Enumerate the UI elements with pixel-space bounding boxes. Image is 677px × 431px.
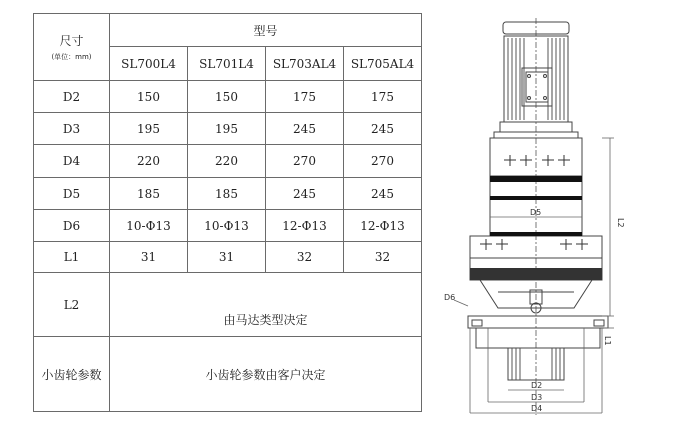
cell: 150 bbox=[110, 81, 188, 113]
cell: 195 bbox=[188, 113, 266, 145]
gear-band-1 bbox=[490, 176, 582, 182]
cell: 32 bbox=[344, 242, 422, 273]
lower-housing-band bbox=[470, 268, 602, 280]
row-label: L2 bbox=[34, 273, 110, 337]
cell: 31 bbox=[188, 242, 266, 273]
cell: 32 bbox=[266, 242, 344, 273]
cell: 10-Φ13 bbox=[110, 210, 188, 242]
cell: 270 bbox=[344, 145, 422, 178]
row-label: D5 bbox=[34, 178, 110, 210]
d3-label: D3 bbox=[531, 393, 543, 402]
d5-label: D5 bbox=[530, 208, 542, 217]
gear-band-3 bbox=[490, 232, 582, 236]
cell: 175 bbox=[344, 81, 422, 113]
l1-label: L1 bbox=[603, 336, 612, 346]
cell: 220 bbox=[110, 145, 188, 178]
cell: 185 bbox=[188, 178, 266, 210]
cell: 12-Φ13 bbox=[344, 210, 422, 242]
model-col-4: SL705AL4 bbox=[344, 47, 422, 81]
cell: 175 bbox=[266, 81, 344, 113]
cell: 31 bbox=[110, 242, 188, 273]
cell: 270 bbox=[266, 145, 344, 178]
model-col-1: SL700L4 bbox=[110, 47, 188, 81]
table-row bbox=[34, 242, 422, 273]
row-label: L1 bbox=[34, 242, 110, 273]
spec-table bbox=[33, 13, 422, 412]
row-label: D6 bbox=[34, 210, 110, 242]
model-col-3: SL703AL4 bbox=[266, 47, 344, 81]
cell: 245 bbox=[344, 113, 422, 145]
table-row bbox=[34, 337, 422, 412]
cell: 245 bbox=[266, 178, 344, 210]
table-row bbox=[34, 145, 422, 178]
table-row bbox=[34, 273, 422, 337]
cell: 245 bbox=[266, 113, 344, 145]
row-label: 小齿轮参数 bbox=[34, 337, 110, 412]
unit-label: (单位：mm) bbox=[51, 53, 92, 61]
gearbox-drawing bbox=[440, 10, 665, 425]
l2-value: 由马达类型决定 bbox=[110, 273, 422, 337]
model-header: 型号 bbox=[110, 14, 422, 47]
cell: 185 bbox=[110, 178, 188, 210]
size-header bbox=[34, 14, 110, 81]
cell: 220 bbox=[188, 145, 266, 178]
cell: 10-Φ13 bbox=[188, 210, 266, 242]
l2-label: L2 bbox=[616, 218, 625, 228]
model-col-2: SL701L4 bbox=[188, 47, 266, 81]
table-row bbox=[34, 178, 422, 210]
row-label: D2 bbox=[34, 81, 110, 113]
d4-label: D4 bbox=[531, 404, 543, 413]
size-label: 尺寸 bbox=[59, 34, 84, 48]
d2-label: D2 bbox=[531, 381, 543, 390]
table-row bbox=[34, 113, 422, 145]
table-row bbox=[34, 81, 422, 113]
gear-band-2 bbox=[490, 196, 582, 200]
table-row bbox=[34, 210, 422, 242]
row-label: D3 bbox=[34, 113, 110, 145]
row-label: D4 bbox=[34, 145, 110, 178]
cell: 150 bbox=[188, 81, 266, 113]
cell: 12-Φ13 bbox=[266, 210, 344, 242]
pinion-value: 小齿轮参数由客户决定 bbox=[110, 337, 422, 412]
cell: 195 bbox=[110, 113, 188, 145]
cell: 245 bbox=[344, 178, 422, 210]
d6-label: D6 bbox=[444, 293, 456, 302]
